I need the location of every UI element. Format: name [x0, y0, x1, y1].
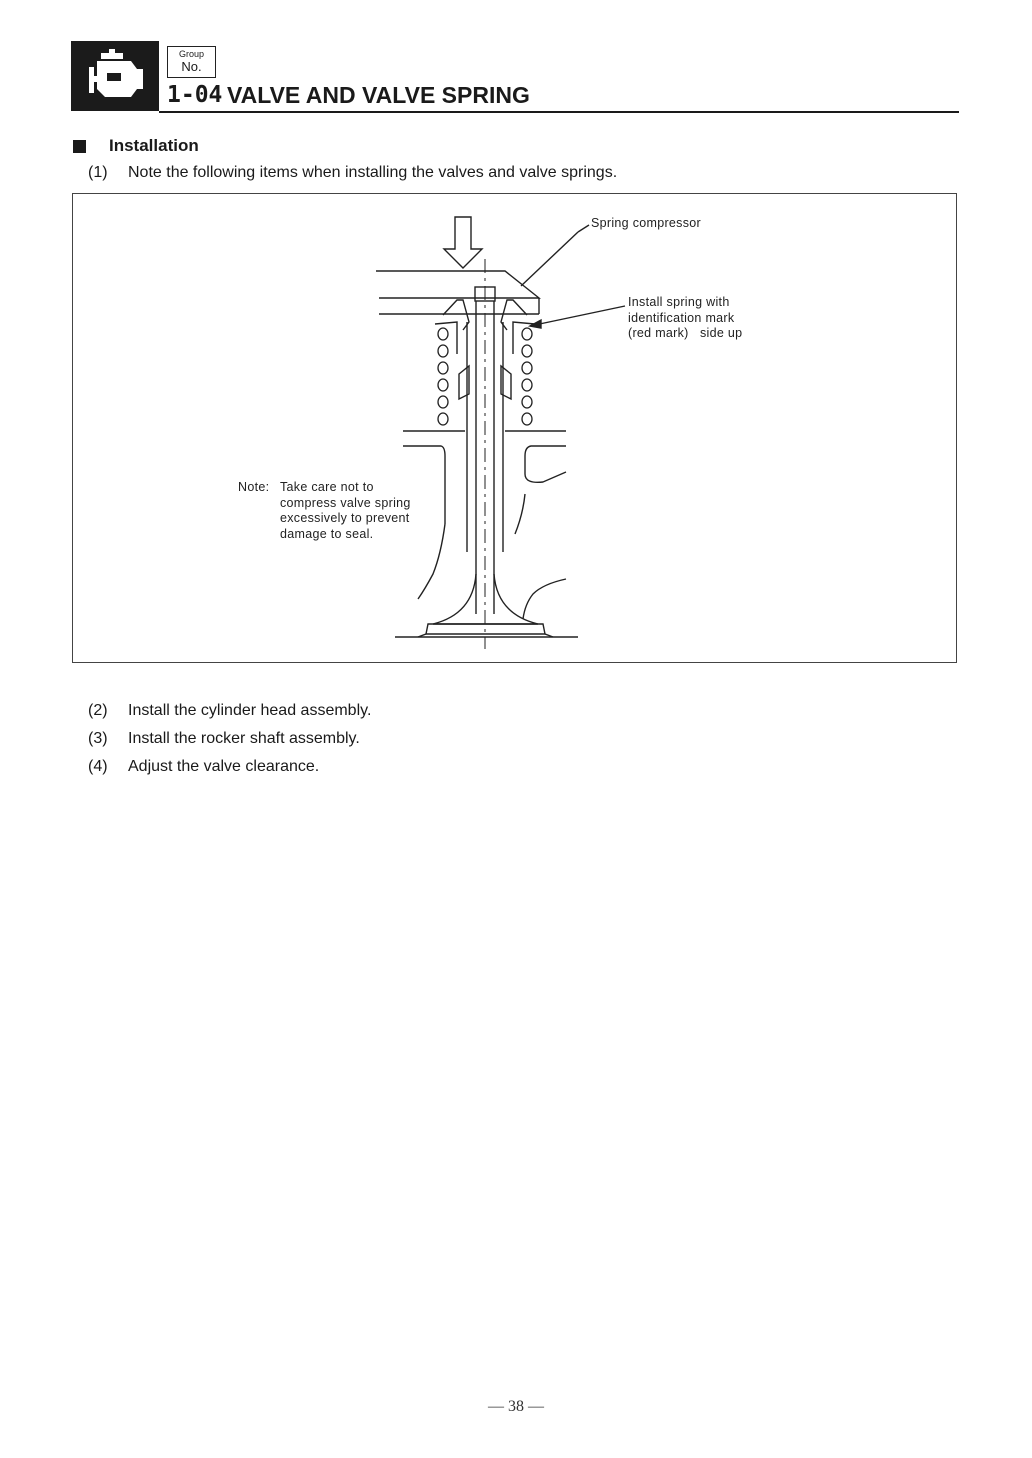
- note-line: Take care not to: [280, 480, 374, 494]
- step-text: Note the following items when installing the valves and valve springs.: [128, 164, 618, 181]
- install-spring-note: [628, 295, 742, 342]
- step-number: (2): [88, 702, 108, 719]
- step-text: Adjust the valve clearance.: [128, 758, 320, 775]
- spring-compressor-label: Spring compressor: [591, 216, 702, 230]
- step-item: [88, 164, 617, 182]
- step-text: Install the cylinder head assembly.: [128, 702, 372, 719]
- step-number: (3): [88, 730, 108, 747]
- page-number: — 38 —: [488, 1398, 544, 1415]
- step-item: [88, 758, 319, 776]
- install-note-line: (red mark) side up: [628, 326, 743, 340]
- engine-icon: [71, 41, 159, 111]
- title-divider: [159, 111, 959, 113]
- note-text: [280, 480, 411, 542]
- install-note-line: identification mark: [628, 310, 735, 325]
- note-line: damage to seal.: [280, 526, 374, 541]
- install-note-line: Install spring with: [628, 295, 730, 309]
- bullet-square-icon: [73, 140, 86, 153]
- group-number: 1-04: [167, 82, 223, 108]
- step-item: [88, 730, 360, 748]
- group-label: Group: [178, 49, 204, 59]
- page-title: VALVE AND VALVE SPRING: [227, 82, 530, 108]
- valve-diagram: [73, 194, 958, 664]
- step-item: [88, 702, 371, 720]
- group-number-box: [167, 46, 216, 78]
- note-line: compress valve spring: [280, 495, 411, 510]
- step-number: (4): [88, 758, 108, 775]
- section-heading: Installation: [109, 136, 199, 155]
- note-line: excessively to prevent: [280, 511, 410, 525]
- note-label: Note:: [238, 480, 270, 494]
- step-number: (1): [88, 164, 108, 181]
- no-label: No.: [181, 59, 202, 74]
- valve-spring-figure: [72, 193, 957, 663]
- step-text: Install the rocker shaft assembly.: [128, 730, 360, 747]
